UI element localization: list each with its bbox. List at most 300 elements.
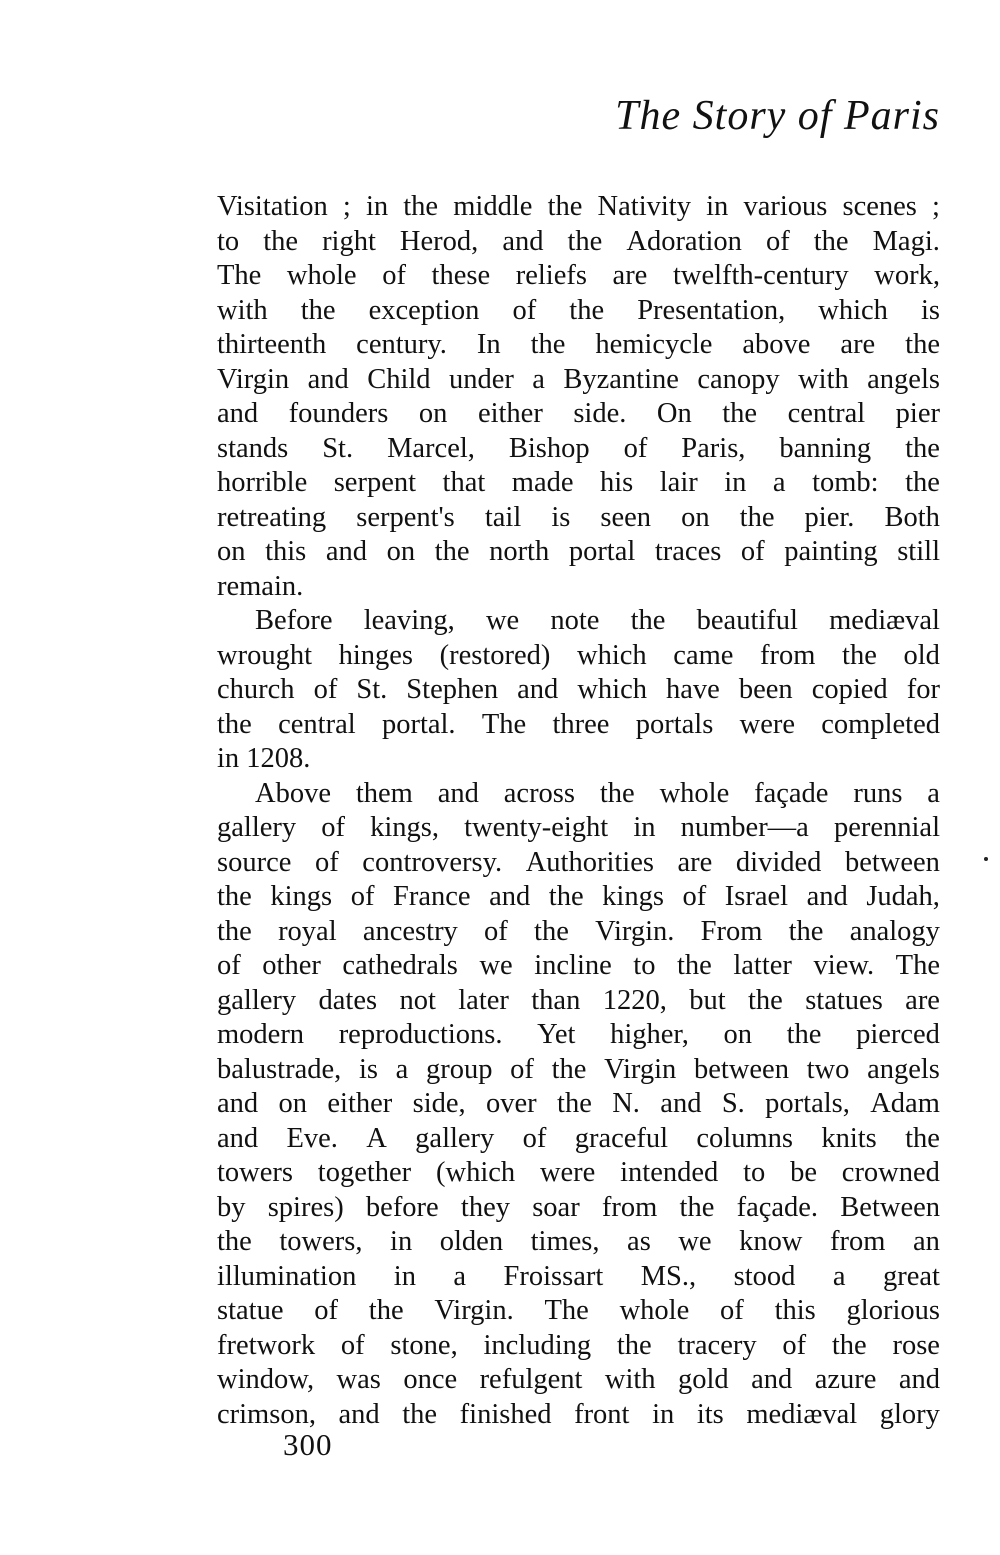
word: came — [673, 639, 734, 671]
word: great — [882, 1260, 940, 1292]
word: reliefs — [515, 260, 587, 291]
word: Nativity — [597, 191, 691, 222]
word: 1220, — [602, 984, 667, 1016]
word: times, — [530, 1226, 600, 1257]
word: a — [927, 777, 940, 809]
word: middle — [453, 191, 533, 222]
word: as — [627, 1226, 651, 1257]
word: portal — [568, 536, 636, 567]
word: we — [485, 605, 520, 636]
text-line — [217, 570, 940, 605]
word: a — [395, 1053, 409, 1085]
word: latter — [733, 950, 792, 981]
word: but — [689, 984, 726, 1016]
word: right — [322, 225, 376, 257]
word: in — [633, 812, 656, 843]
word: to — [743, 1157, 766, 1188]
word: an — [912, 1226, 940, 1257]
text-line — [217, 1053, 940, 1088]
word: in — [365, 191, 389, 222]
word: Israel — [724, 881, 789, 912]
word: on — [217, 536, 246, 567]
word: Byzantine — [563, 363, 679, 395]
word: the — [679, 1191, 715, 1223]
word: and — [898, 1364, 940, 1395]
word: of — [340, 1329, 365, 1361]
word: the — [557, 1088, 592, 1119]
word: refulgent — [479, 1364, 583, 1395]
word: reproductions. — [338, 1019, 503, 1050]
word: before — [365, 1191, 439, 1223]
word: which — [577, 674, 647, 705]
word: the — [630, 605, 666, 636]
word: From — [700, 915, 763, 947]
word: graceful — [574, 1122, 669, 1154]
word: the — [263, 225, 299, 257]
word: kings, — [370, 812, 440, 843]
word: for — [906, 674, 940, 705]
word: mediæval — [829, 605, 940, 636]
word: wrought — [217, 639, 312, 671]
word: Both — [884, 501, 940, 533]
word: statues — [805, 984, 883, 1016]
word: the — [905, 467, 940, 498]
word: statue — [217, 1295, 284, 1326]
word: and — [437, 777, 479, 809]
word: made — [511, 467, 574, 498]
text-line — [217, 915, 940, 950]
word: this — [265, 536, 307, 567]
word: in — [724, 467, 747, 498]
word: window, — [217, 1364, 315, 1395]
word: them — [355, 777, 413, 809]
stray-ink-mark — [984, 857, 988, 861]
word: soar — [532, 1191, 580, 1223]
word: front — [574, 1398, 630, 1430]
word: and — [806, 881, 848, 912]
word: Between — [840, 1191, 940, 1223]
word: are — [905, 984, 940, 1016]
word: know — [739, 1226, 803, 1257]
word: the — [368, 1295, 404, 1326]
word: leaving, — [363, 605, 455, 636]
word: glorious — [846, 1295, 940, 1326]
word: are — [677, 846, 713, 878]
word: and — [338, 1398, 380, 1430]
word: was — [336, 1364, 381, 1395]
word: MS., — [640, 1260, 697, 1292]
word: illumination — [217, 1260, 357, 1292]
word: the — [905, 432, 940, 464]
word: are — [612, 260, 648, 291]
word: between — [844, 846, 940, 878]
word: traces — [654, 536, 722, 567]
word: the — [548, 881, 584, 912]
word: Adam — [870, 1088, 940, 1119]
word: still — [897, 536, 940, 567]
word: divided — [735, 846, 822, 878]
word: higher, — [610, 1019, 689, 1050]
word: central — [787, 398, 866, 429]
word: incline — [534, 950, 612, 981]
word: modern — [217, 1019, 305, 1050]
word: Adoration — [626, 225, 742, 257]
word: north — [489, 536, 550, 567]
word: Paris, — [681, 432, 746, 464]
word: Magi. — [872, 225, 940, 257]
word: St. — [322, 432, 354, 464]
word: source — [217, 846, 292, 878]
word: copied — [811, 674, 888, 705]
word: ; — [932, 191, 940, 222]
word: beautiful — [696, 605, 798, 636]
word: once — [403, 1364, 458, 1395]
word: stands — [217, 432, 289, 464]
word: the — [677, 950, 712, 981]
word: from — [830, 1226, 886, 1257]
word: Before — [255, 605, 333, 636]
word: tracery — [677, 1329, 757, 1361]
text-line — [217, 708, 940, 743]
word: over — [486, 1088, 537, 1119]
text-line — [217, 984, 940, 1019]
word: of — [510, 1053, 534, 1085]
word: analogy — [849, 915, 940, 947]
word: of — [512, 294, 537, 326]
word: spires) — [267, 1191, 344, 1223]
word: The — [217, 260, 262, 291]
word: we — [479, 950, 513, 981]
word: under — [448, 363, 514, 395]
word: were — [539, 1157, 596, 1188]
text-line — [217, 1156, 940, 1191]
word: on — [418, 398, 448, 429]
word: Froissart — [503, 1260, 604, 1292]
word: fretwork — [217, 1329, 316, 1361]
word: above — [742, 329, 811, 360]
word: the — [813, 225, 849, 257]
word: they — [460, 1191, 510, 1223]
word: its — [696, 1398, 724, 1430]
word: hinges — [338, 639, 414, 671]
word: is — [551, 501, 571, 533]
word: two — [806, 1053, 850, 1085]
word: portals — [635, 708, 714, 740]
word: the — [905, 329, 940, 360]
word: (which — [436, 1157, 516, 1188]
word: the — [788, 915, 824, 947]
text-line — [217, 363, 940, 398]
word: founders — [288, 398, 389, 429]
text-line — [217, 190, 940, 225]
word: on — [386, 536, 416, 567]
word: of — [720, 1295, 744, 1326]
page-number: 300 — [283, 1427, 333, 1462]
word: of — [217, 950, 241, 981]
word: of — [321, 812, 346, 843]
word: Above — [255, 777, 331, 809]
word: crimson, — [217, 1398, 316, 1430]
word: twenty-eight — [464, 812, 609, 843]
word: not — [399, 984, 436, 1016]
word: and — [217, 1088, 259, 1119]
body-text — [217, 190, 940, 1432]
word: the — [434, 536, 470, 567]
text-line — [217, 811, 940, 846]
word: either — [477, 398, 543, 429]
word: either — [327, 1088, 393, 1119]
word: of — [682, 881, 707, 912]
word: gallery — [217, 984, 297, 1016]
word: kings — [602, 881, 664, 912]
word: The — [544, 1295, 589, 1326]
text-line — [217, 639, 940, 674]
word: horrible — [217, 467, 308, 498]
word: the — [616, 1329, 652, 1361]
word: with — [798, 363, 849, 395]
word: and — [660, 1088, 702, 1119]
word: and — [751, 1364, 793, 1395]
word: have — [666, 674, 720, 705]
word: between — [694, 1053, 789, 1085]
word: across — [503, 777, 575, 809]
text-line — [217, 673, 940, 708]
word: 1208. — [246, 743, 311, 774]
word: twelfth-century — [672, 260, 849, 291]
word: finished — [459, 1398, 552, 1430]
text-line — [217, 1225, 940, 1260]
word: canopy — [697, 363, 780, 395]
word: Child — [367, 363, 431, 395]
word: towers — [217, 1157, 293, 1188]
word: whole — [619, 1295, 690, 1326]
word: A — [366, 1122, 387, 1154]
word: Marcel, — [387, 432, 475, 464]
word: In — [476, 329, 501, 360]
word: Judah, — [866, 881, 940, 912]
word: France — [392, 881, 471, 912]
word: of — [313, 674, 338, 705]
word: side. — [573, 398, 627, 429]
word: scenes — [842, 191, 917, 222]
word: in — [393, 1260, 416, 1292]
word: central — [278, 708, 356, 740]
text-line — [217, 1087, 940, 1122]
text-line — [217, 225, 940, 260]
text-line — [217, 604, 940, 639]
word: by — [217, 1191, 246, 1223]
word: group — [425, 1053, 493, 1085]
word: and — [307, 363, 349, 395]
word: Yet — [537, 1019, 576, 1050]
word: the — [217, 881, 252, 912]
word: the — [300, 294, 336, 326]
word: is — [920, 294, 940, 326]
word: lair — [659, 467, 698, 498]
word: the — [786, 1019, 822, 1050]
word: knits — [821, 1122, 877, 1154]
word: and — [217, 1122, 259, 1154]
word: seen — [600, 501, 652, 533]
word: we — [678, 1226, 712, 1257]
word: that — [442, 467, 486, 498]
word: pier — [895, 398, 940, 429]
word: the — [842, 639, 877, 671]
word: S. — [721, 1088, 745, 1119]
text-line — [217, 328, 940, 363]
word: hemicycle — [595, 329, 713, 360]
word: Virgin. — [595, 915, 675, 947]
word: On — [656, 398, 692, 429]
running-header: The Story of Paris — [615, 93, 940, 139]
word: the — [547, 191, 583, 222]
text-line — [217, 294, 940, 329]
word: the — [599, 777, 635, 809]
word: The — [481, 708, 527, 740]
word: the — [722, 398, 758, 429]
word: a — [532, 363, 545, 395]
text-line — [217, 259, 940, 294]
word: in — [652, 1398, 675, 1430]
word: crowned — [841, 1157, 940, 1188]
word: gallery — [415, 1122, 495, 1154]
word: balustrade, — [217, 1053, 342, 1085]
word: note — [550, 605, 600, 636]
word: which — [577, 639, 647, 671]
word: a — [832, 1260, 846, 1292]
word: the — [534, 915, 569, 947]
word: painting — [784, 536, 878, 567]
word: the — [217, 1226, 252, 1257]
word: the — [831, 1329, 867, 1361]
text-line — [217, 1018, 940, 1053]
word: church — [217, 674, 295, 705]
word: than — [531, 984, 581, 1016]
word: serpent — [333, 467, 417, 498]
word: towers, — [279, 1226, 363, 1257]
word: N. — [612, 1088, 640, 1119]
word: the — [905, 1122, 940, 1154]
word: is — [358, 1053, 378, 1085]
text-line — [217, 397, 940, 432]
word: façade. — [736, 1191, 819, 1223]
word: olden — [439, 1226, 504, 1257]
word: runs — [853, 777, 903, 809]
word: of — [314, 846, 339, 878]
text-line — [217, 1329, 940, 1364]
word: work, — [874, 260, 940, 291]
word: century. — [356, 329, 447, 360]
word: together — [317, 1157, 412, 1188]
word: of — [484, 915, 508, 947]
word: kings — [270, 881, 333, 912]
word: St. — [356, 674, 388, 705]
word: completed — [821, 708, 940, 740]
word: thirteenth — [217, 329, 327, 360]
word: to — [633, 950, 656, 981]
word: Herod, — [399, 225, 479, 257]
word: remain. — [217, 570, 304, 602]
word: gallery — [217, 812, 297, 843]
word: mediæval — [746, 1398, 858, 1430]
word: the — [217, 915, 252, 947]
word: and — [489, 881, 531, 912]
word: of — [782, 1329, 807, 1361]
word: are — [840, 329, 876, 360]
word: the — [739, 501, 775, 533]
word: ; — [342, 191, 351, 222]
text-line — [217, 432, 940, 467]
word: be — [790, 1157, 817, 1188]
word: intended — [620, 1157, 719, 1188]
word: retreating — [217, 501, 327, 533]
word: including — [483, 1329, 592, 1361]
word: portal. — [381, 708, 456, 740]
word: gold — [677, 1364, 729, 1395]
word: with — [604, 1364, 656, 1395]
word: view. — [813, 950, 875, 981]
word: his — [600, 467, 634, 498]
word: the — [402, 1398, 438, 1430]
word: royal — [278, 915, 337, 947]
word: to — [217, 225, 240, 257]
word: the — [569, 294, 605, 326]
text-line — [217, 1363, 940, 1398]
word: whole — [659, 777, 730, 809]
word: of — [314, 1295, 339, 1326]
word: stone, — [390, 1329, 458, 1361]
text-line — [217, 466, 940, 501]
word: were — [739, 708, 795, 740]
word: angels — [867, 363, 940, 395]
text-line — [217, 1191, 940, 1226]
word: controversy. — [362, 846, 503, 878]
word: cathedrals — [342, 950, 458, 981]
word: later — [458, 984, 509, 1016]
word: Presentation, — [637, 294, 786, 326]
text-line — [217, 1122, 940, 1157]
word: old — [903, 639, 940, 671]
text-line — [217, 742, 940, 777]
word: ancestry — [362, 915, 458, 947]
word: Eve. — [286, 1122, 338, 1154]
word: banning — [779, 432, 872, 464]
word: the — [530, 329, 566, 360]
word: exception — [368, 294, 480, 326]
text-line — [217, 1294, 940, 1329]
word: on — [681, 501, 710, 533]
word: The — [895, 950, 940, 981]
word: number—a — [680, 812, 809, 843]
word: been — [738, 674, 793, 705]
word: the — [551, 1053, 587, 1085]
word: from — [760, 639, 816, 671]
word: a — [453, 1260, 467, 1292]
word: columns — [696, 1122, 793, 1154]
word: in — [217, 743, 247, 774]
text-line — [217, 949, 940, 984]
word: on — [723, 1019, 752, 1050]
word: this — [774, 1295, 816, 1326]
word: perennial — [833, 812, 940, 843]
word: Bishop — [508, 432, 590, 464]
word: of — [765, 225, 790, 257]
word: glory — [879, 1398, 940, 1430]
word: and — [325, 536, 367, 567]
word: Virgin. — [434, 1295, 514, 1326]
word: angels — [867, 1053, 940, 1085]
word: pier. — [804, 501, 855, 533]
